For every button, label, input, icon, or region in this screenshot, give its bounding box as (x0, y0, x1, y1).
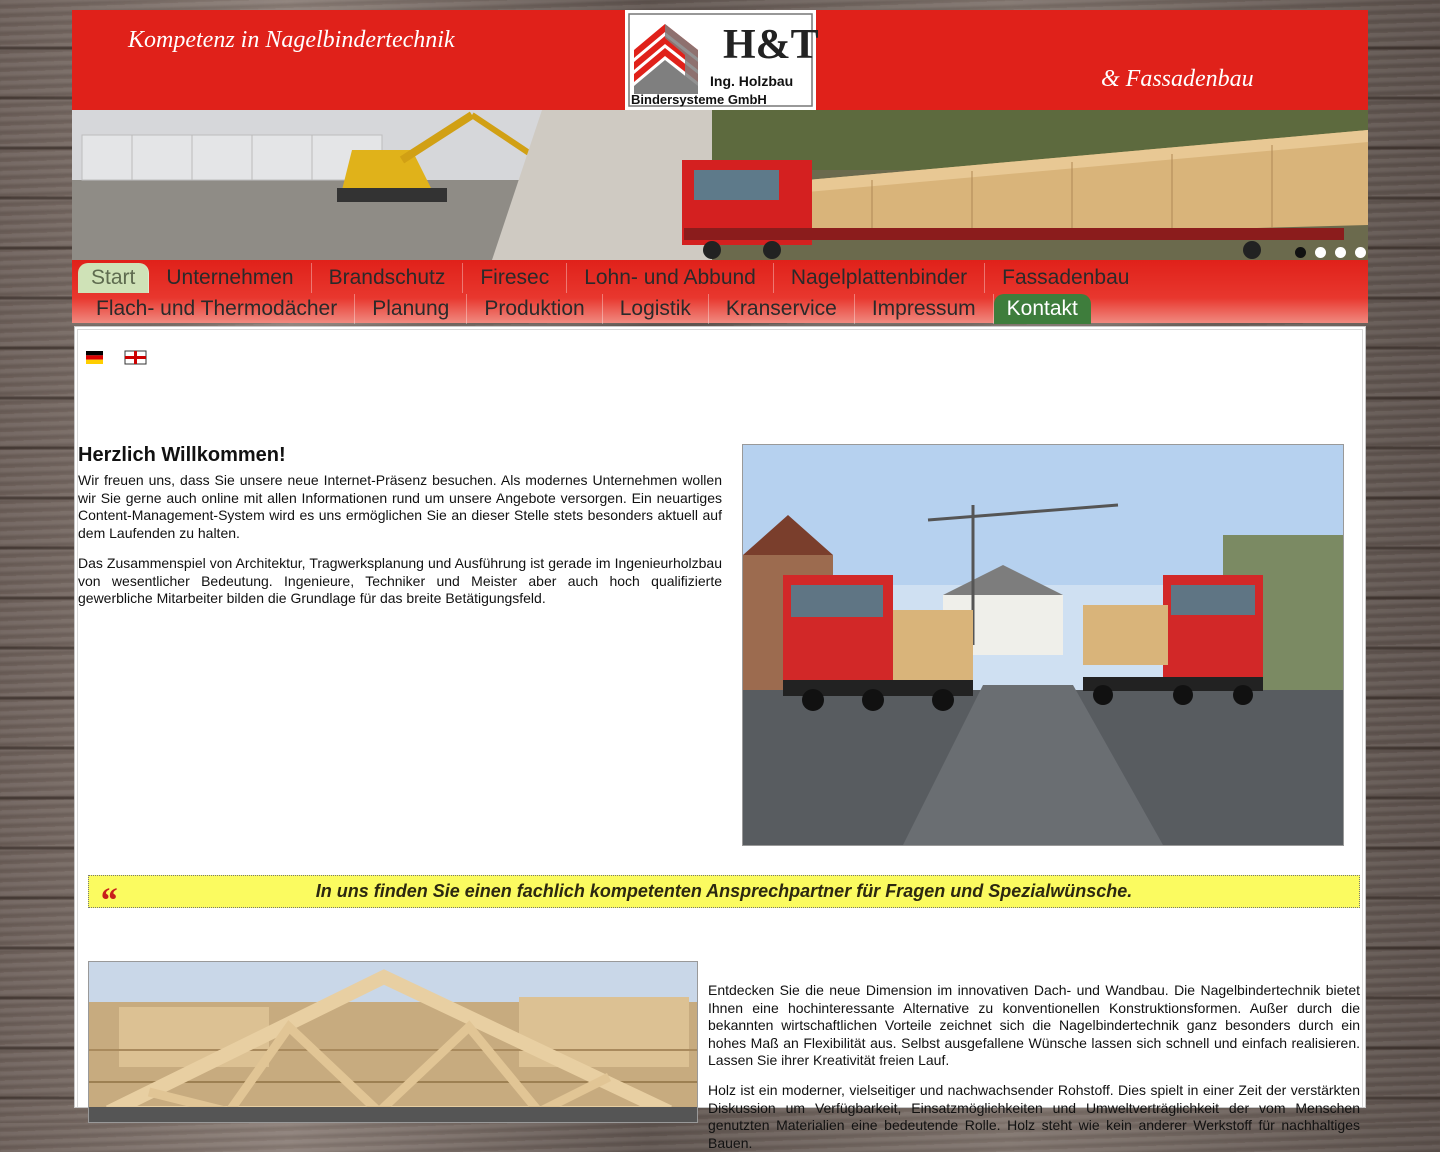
nav-row-1 (78, 262, 1368, 293)
slider-dot-3[interactable] (1335, 247, 1346, 258)
english-flag-icon[interactable] (125, 351, 142, 364)
company-logo[interactable] (625, 10, 819, 110)
nav-lohn-und-abbund[interactable]: Lohn- und Abbund (567, 263, 774, 293)
nav-unternehmen[interactable]: Unternehmen (149, 263, 311, 293)
main-navigation (72, 260, 1368, 323)
welcome-heading: Herzlich Willkommen! (78, 444, 286, 466)
nav-nagelplattenbinder[interactable]: Nagelplattenbinder (774, 263, 985, 293)
image-slider (72, 110, 1368, 260)
logo-initials: H&T (723, 22, 819, 68)
nav-flach-und-thermodaecher[interactable]: Flach- und Thermodächer (78, 294, 355, 324)
quote-text: In uns finden Sie einen fachlich kompetenten Ansprechpartner für Fragen und Spezialwünsche. (315, 881, 1133, 901)
welcome-paragraph-1: Wir freuen uns, dass Sie unsere neue Internet-Präsenz besuchen. Als modernes Unternehmen wollen wir Sie gerne auch online mit allen Informationen rund um unsere Angebote versorgen. Ein neuartiges Content-Management-System wird es uns ermöglichen Sie an dieser Stelle stets besonders aktuell auf dem Laufenden zu halten. (78, 472, 722, 541)
nav-kontakt[interactable]: Kontakt (994, 294, 1091, 324)
nav-row-2 (78, 293, 1368, 324)
nav-produktion[interactable]: Produktion (467, 294, 602, 324)
slider-dot-2[interactable] (1315, 247, 1326, 258)
logo-graphic (625, 10, 819, 110)
page-wrapper (72, 10, 1368, 1151)
nav-planung[interactable]: Planung (355, 294, 467, 324)
roof-trusses-photo (88, 961, 698, 1123)
language-switcher (86, 351, 142, 364)
nav-firesec[interactable]: Firesec (463, 263, 567, 293)
nav-logistik[interactable]: Logistik (603, 294, 709, 324)
nav-brandschutz[interactable]: Brandschutz (312, 263, 464, 293)
nav-kranservice[interactable]: Kranservice (709, 294, 855, 324)
slider-image-construction (72, 110, 1368, 260)
nav-start[interactable]: Start (78, 263, 149, 293)
nav-fassadenbau[interactable]: Fassadenbau (1002, 265, 1130, 289)
logo-subtitle: Ing. Holzbau (710, 73, 794, 89)
nav-impressum[interactable]: Impressum (855, 294, 994, 324)
quote-mark-icon: “ (99, 880, 117, 920)
main-content (74, 326, 1366, 1151)
section2-paragraph-1: Entdecken Sie die neue Dimension im innovativen Dach- und Wandbau. Die Nagelbindertechnik bietet Ihnen eine hochinteressante Alternative zu konventionellen Konstruktionsformen. Außer durch die bekannten wirtschaftlichen Vorteile zeichnet sich die Nagelbindertechnik ganz besonders durch ein hohes Maß an Flexibilität aus. Selbst ausgefallene Wünsche lassen sich schnell und einfach realisieren. Lassen Sie ihrer Kreativität freien Lauf. (708, 982, 1360, 1069)
welcome-paragraph-2: Das Zusammenspiel von Architektur, Tragwerksplanung und Ausführung ist gerade im Ingenieurholzbau von wesentlicher Bedeutung. Ingenieure, Techniker und Meister aber auch hoch qualifizierte gewerbliche Mitarbeiter bilden die Grundlage für das breite Betätigungsfeld. (78, 555, 722, 607)
slider-dots (1295, 247, 1366, 258)
section2-paragraph-2: Holz ist ein moderner, vielseitiger und nachwachsender Rohstoff. Dies spielt in einer Zeit der verstärkten Diskussion um Verfügbarkeit, Einsatzmöglichkeiten und Umweltverträglichkeit der vom Menschen genutzten Materialien eine bedeutende Rolle. Holz steht wie kein anderer Werkstoff für nachhaltiges Bauen. (708, 1082, 1360, 1151)
header-tagline-right: & Fassadenbau (1101, 66, 1254, 92)
trucks-photo (742, 444, 1344, 846)
slider-dot-1[interactable] (1295, 247, 1306, 258)
german-flag-icon[interactable] (86, 351, 103, 364)
logo-company: Bindersysteme GmbH (631, 92, 767, 107)
slider-dot-4[interactable] (1355, 247, 1366, 258)
quote-banner (88, 875, 1360, 920)
site-header (72, 10, 1368, 110)
header-tagline: Kompetenz in Nagelbindertechnik (128, 27, 455, 53)
